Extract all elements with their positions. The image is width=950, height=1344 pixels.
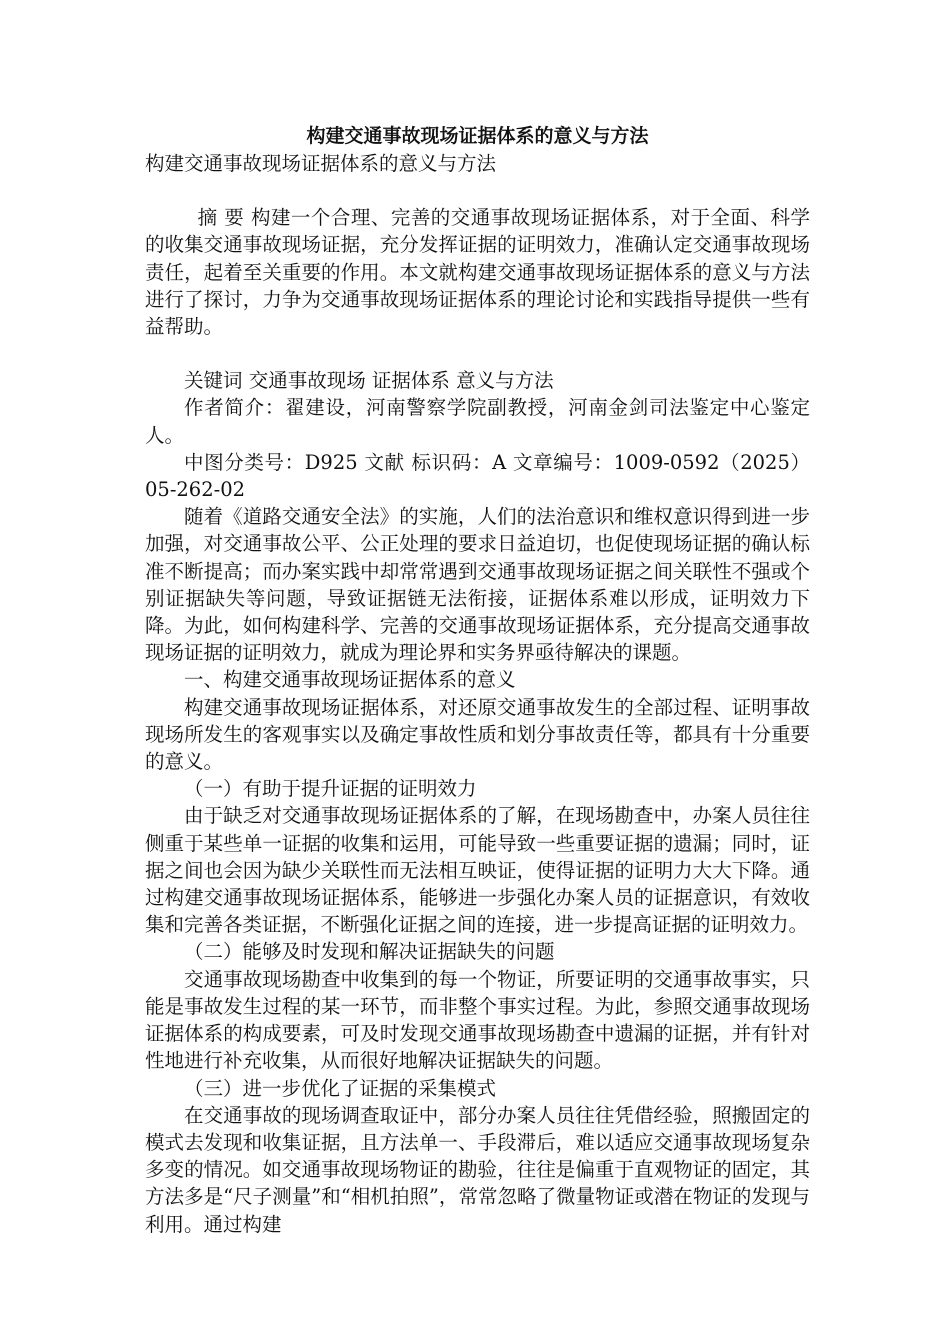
document-title: 构建交通事故现场证据体系的意义与方法 (306, 125, 649, 147)
intro-paragraph: 随着《道路交通安全法》的实施，人们的法治意识和维权意识得到进一步加强，对交通事故公平、公正处理的要求日益迫切，也促使现场证据的确认标准不断提高；而办案实践中却常常遇到交通事故现场证据之间关联性不强或个别证据缺失等问题，导致证据链无法衔接，证据体系难以形成，证明效力下降。为此，如何构建科学、完善的交通事故现场证据体系，充分提高交通事故现场证据的证明效力，就成为理论界和实务界亟待解决的课题。 (145, 505, 810, 665)
subsection-2-paragraph: 交通事故现场勘查中收集到的每一个物证，所要证明的交通事故事实，只能是事故发生过程的某一环节，而非整个事实过程。为此，参照交通事故现场证据体系的构成要素，可及时发现交通事故现场勘查中遗漏的证据，并有针对性地进行补充收集，从而很好地解决证据缺失的问题。 (145, 967, 810, 1073)
section-1-heading: 一、构建交通事故现场证据体系的意义 (184, 668, 516, 692)
keywords-line: 关键词 交通事故现场 证据体系 意义与方法 (184, 369, 554, 393)
document-subtitle: 构建交通事故现场证据体系的意义与方法 (145, 152, 497, 175)
subsection-3-paragraph: 在交通事故的现场调查取证中，部分办案人员往往凭借经验，照搬固定的模式去发现和收集证据，且方法单一、手段滞后，难以适应交通事故现场复杂多变的情况。如交通事故现场物证的勘验，往往是偏重于直观物证的固定，其方法多是“尺子测量”和“相机拍照”，常常忽略了微量物证或潜在物证的发现与利用。通过构建 (145, 1103, 810, 1236)
author-info: 作者简介：翟建设，河南警察学院副教授，河南金剑司法鉴定中心鉴定人。 (145, 396, 810, 447)
subsection-2-heading: （二）能够及时发现和解决证据缺失的问题 (184, 940, 555, 964)
classification-info: 中图分类号：D925 文献 标识码：A 文章编号：1009-0592（2025）05-262-02 (145, 450, 810, 502)
subsection-3-heading: （三）进一步优化了证据的采集模式 (184, 1076, 497, 1100)
subsection-1-paragraph: 由于缺乏对交通事故现场证据体系的了解，在现场勘查中，办案人员往往侧重于某些单一证据的收集和运用，可能导致一些重要证据的遗漏；同时，证据之间也会因为缺少关联性而无法相互映证，使得证据的证明力大大下降。通过构建交通事故现场证据体系，能够进一步强化办案人员的证据意识，有效收集和完善各类证据，不断强化证据之间的连接，进一步提高证据的证明效力。 (145, 804, 810, 937)
section-1-paragraph: 构建交通事故现场证据体系，对还原交通事故发生的全部过程、证明事故现场所发生的客观事实以及确定事故性质和划分事故责任等，都具有十分重要的意义。 (145, 695, 810, 774)
abstract-paragraph: 摘 要 构建一个合理、完善的交通事故现场证据体系，对于全面、科学的收集交通事故现场证据，充分发挥证据的证明效力，准确认定交通事故现场责任，起着至关重要的作用。本文就构建交通事故现场证据体系的意义与方法进行了探讨，力争为交通事故现场证据体系的理论讨论和实践指导提供一些有益帮助。 (145, 206, 810, 339)
subsection-1-heading: （一）有助于提升证据的证明效力 (184, 777, 477, 801)
document-body (145, 122, 810, 1238)
